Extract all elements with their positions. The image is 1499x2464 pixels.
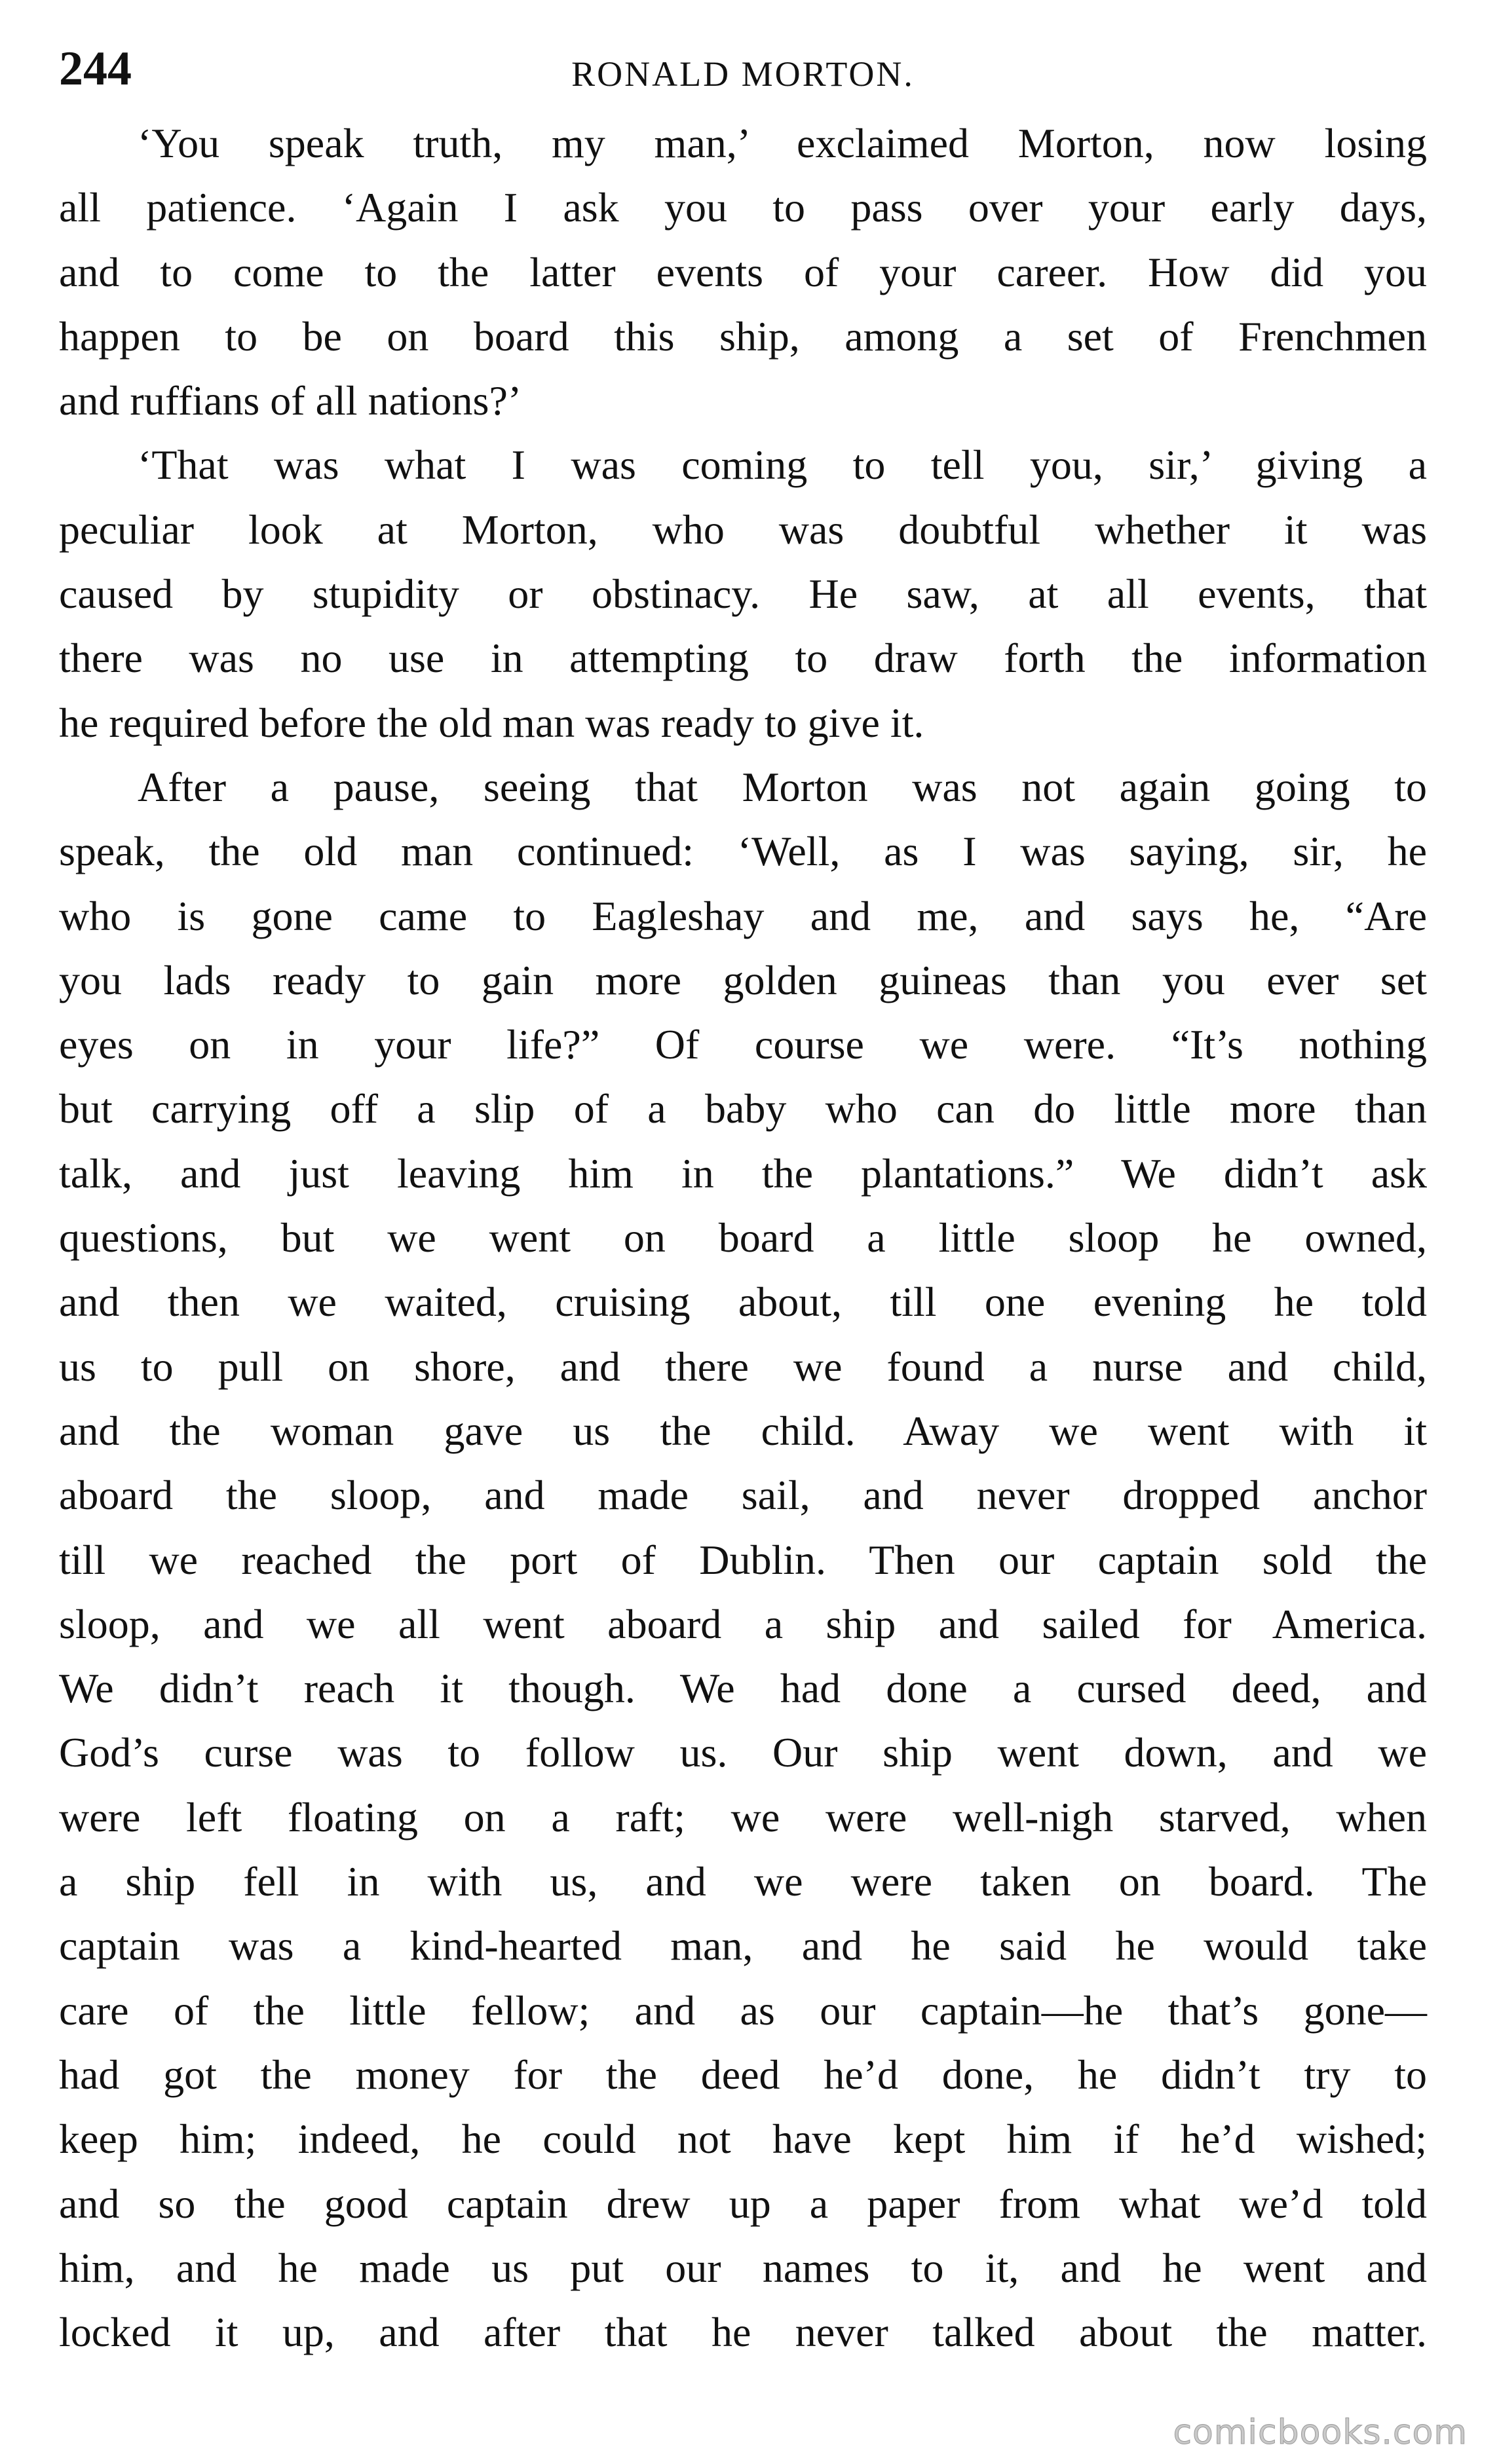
page-header [59,33,1427,111]
text-line: he required before the old man was ready to give it. [59,699,924,746]
text-line: sloop, and we all went aboard a ship and sailed for America. [59,1600,1427,1647]
text-line: and to come to the latter events of your career. How did you [59,248,1427,295]
body-text [59,111,1427,2364]
text-line: a ship fell in with us, and we were taken on board. The [59,1858,1427,1905]
text-line: till we reached the port of Dublin. Then our captain sold the [59,1536,1427,1583]
text-line: us to pull on shore, and there we found a nurse and child, [59,1343,1427,1390]
text-line: had got the money for the deed he’d done, he didn’t try to [59,2051,1427,2098]
text-line: ‘You speak truth, my man,’ exclaimed Morton, now losing [138,120,1427,166]
text-line: After a pause, seeing that Morton was not again going to [138,763,1427,810]
text-line: and ruffians of all nations?’ [59,377,522,424]
watermark-logo: comicbooks.com [1173,2413,1468,2452]
book-page [59,33,1427,2364]
page-number: 244 [59,42,132,96]
text-line: care of the little fellow; and as our captain—he that’s gone— [59,1987,1427,2034]
text-line: you lads ready to gain more golden guineas than you ever set [59,956,1427,1003]
text-line: aboard the sloop, and made sail, and never dropped anchor [59,1472,1427,1519]
text-line: him, and he made us put our names to it, and he went and [59,2244,1427,2291]
text-line: locked it up, and after that he never talked about the matter. [59,2309,1427,2356]
text-line: speak, the old man continued: ‘Well, as I was saying, sir, he [59,828,1427,875]
text-line: eyes on in your life?” Of course we were. “It’s nothing [59,1021,1427,1068]
text-line: and so the good captain drew up a paper from what we’d told [59,2180,1427,2227]
text-line: keep him; indeed, he could not have kept him if he’d wished; [59,2116,1427,2163]
text-line: and the woman gave us the child. Away we went with it [59,1407,1427,1454]
text-line: ‘That was what I was coming to tell you, sir,’ giving a [138,441,1427,489]
text-line: God’s curse was to follow us. Our ship went down, and we [59,1729,1427,1776]
text-line: questions, but we went on board a little sloop he owned, [59,1214,1427,1261]
text-line: and then we waited, cruising about, till one evening he told [59,1279,1427,1326]
text-line: caused by stupidity or obstinacy. He saw, at all events, that [59,570,1427,618]
text-line: but carrying off a slip of a baby who can do little more than [59,1085,1427,1132]
text-line: happen to be on board this ship, among a set of Frenchmen [59,312,1427,360]
text-line: who is gone came to Eagleshay and me, and says he, “Are [59,892,1427,939]
text-line: captain was a kind-hearted man, and he said he would take [59,1922,1427,1969]
text-line: there was no use in attempting to draw forth the information [59,635,1427,682]
text-line: We didn’t reach it though. We had done a cursed deed, and [59,1665,1427,1712]
text-line: were left floating on a raft; we were well-nigh starved, when [59,1793,1427,1840]
text-line: talk, and just leaving him in the plantations.” We didn’t ask [59,1149,1427,1197]
text-line: all patience. ‘Again I ask you to pass over your early days, [59,184,1427,231]
text-line: peculiar look at Morton, who was doubtful whether it was [59,506,1427,553]
running-title: RONALD MORTON. [571,54,915,94]
